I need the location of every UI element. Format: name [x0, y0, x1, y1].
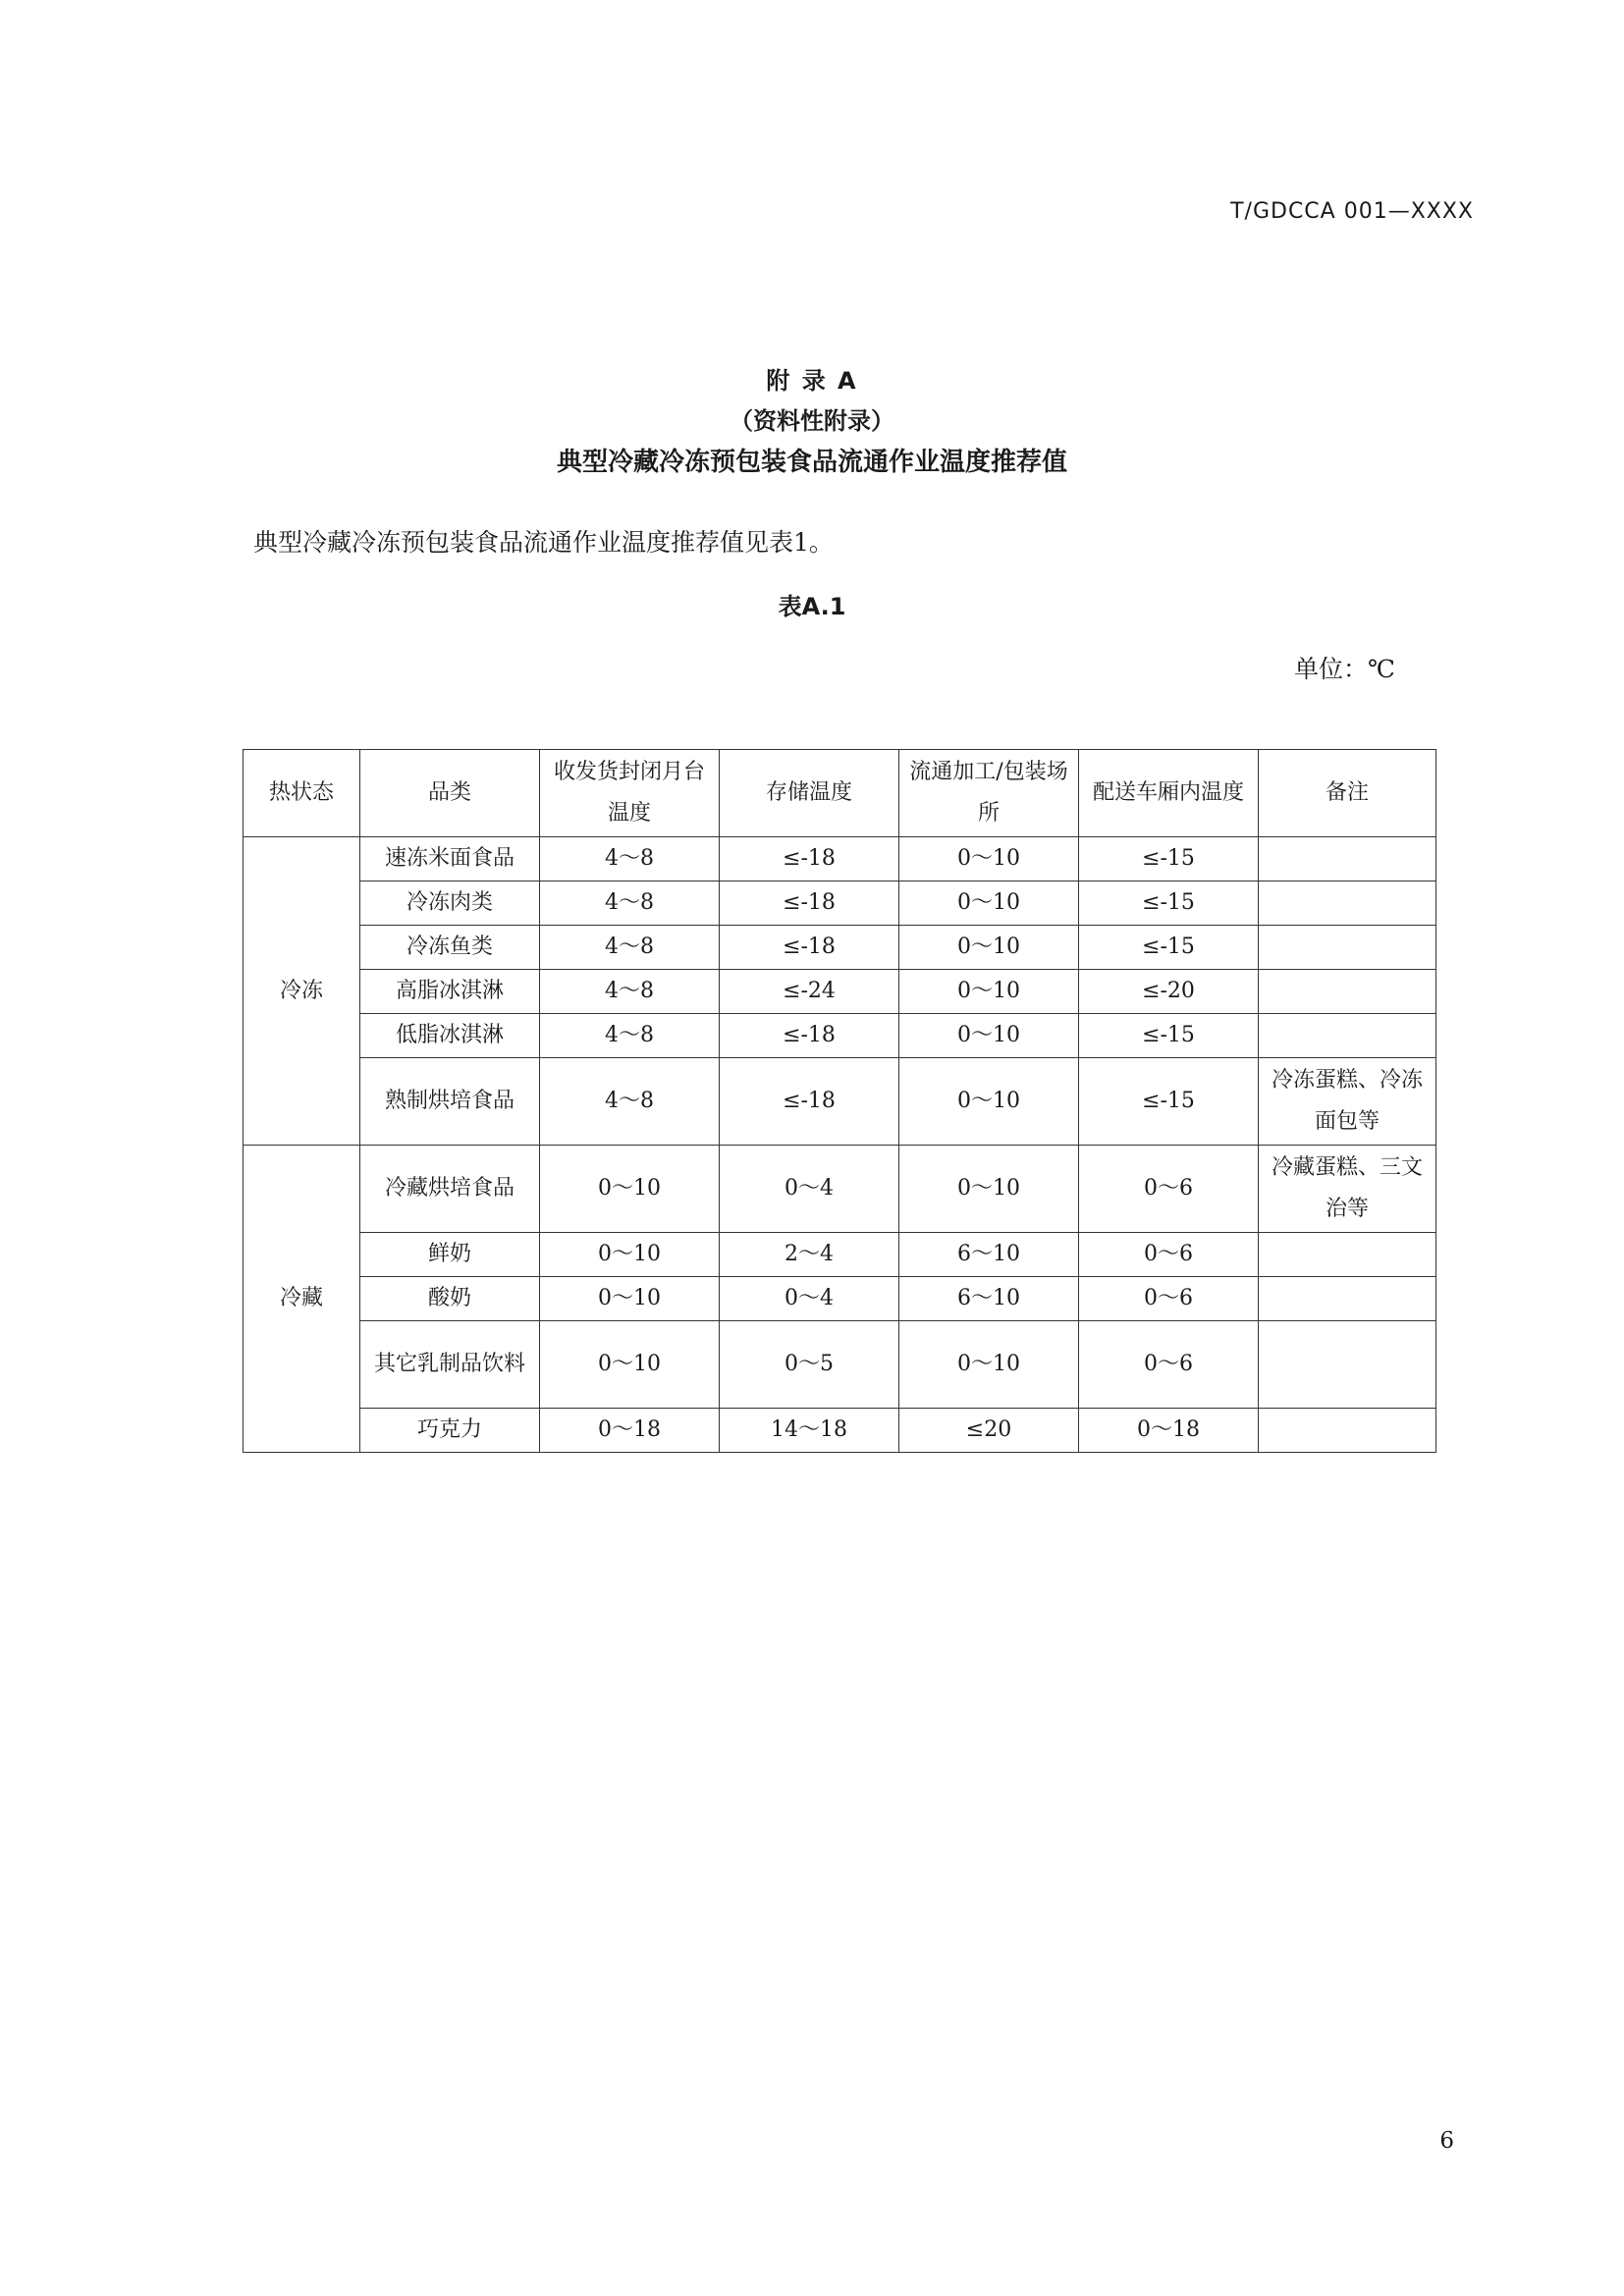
header-cell: 存储温度	[720, 750, 899, 837]
dock-temp-cell: 0～10	[540, 1277, 720, 1321]
table-caption: 表A.1	[778, 593, 846, 620]
delivery-temp-cell: 0～6	[1079, 1233, 1259, 1277]
delivery-temp-cell: 0～6	[1079, 1146, 1259, 1233]
processing-temp-cell: 0～10	[899, 1014, 1079, 1058]
table-row	[244, 1146, 1436, 1233]
delivery-temp-cell: ≤-15	[1079, 881, 1259, 926]
category-cell: 冷冻鱼类	[360, 926, 540, 970]
processing-temp-cell: 0～10	[899, 970, 1079, 1014]
table-row	[244, 970, 1436, 1014]
table-row	[244, 1321, 1436, 1409]
table-row	[244, 1014, 1436, 1058]
document-code: T/GDCCA 001—XXXX	[1230, 199, 1474, 224]
header-cell: 收发货封闭月台温度	[540, 750, 720, 837]
state-cell: 冷冻	[244, 837, 360, 1146]
storage-temp-cell: ≤-18	[720, 926, 899, 970]
table-row	[244, 1233, 1436, 1277]
table-header-row	[244, 750, 1436, 837]
header-cell: 备注	[1259, 750, 1436, 837]
processing-temp-cell: 0～10	[899, 1321, 1079, 1409]
processing-temp-cell: ≤20	[899, 1409, 1079, 1453]
processing-temp-cell: 0～10	[899, 926, 1079, 970]
processing-temp-cell: 6～10	[899, 1233, 1079, 1277]
header-cell: 热状态	[244, 750, 360, 837]
category-cell: 鲜奶	[360, 1233, 540, 1277]
storage-temp-cell: ≤-18	[720, 1014, 899, 1058]
dock-temp-cell: 0～18	[540, 1409, 720, 1453]
note-cell	[1259, 1409, 1436, 1453]
note-cell	[1259, 1014, 1436, 1058]
delivery-temp-cell: ≤-15	[1079, 1014, 1259, 1058]
note-cell	[1259, 926, 1436, 970]
processing-temp-cell: 0～10	[899, 1058, 1079, 1146]
table-row	[244, 1277, 1436, 1321]
delivery-temp-cell: ≤-15	[1079, 926, 1259, 970]
dock-temp-cell: 4～8	[540, 1014, 720, 1058]
category-cell: 冷藏烘培食品	[360, 1146, 540, 1233]
dock-temp-cell: 0～10	[540, 1233, 720, 1277]
dock-temp-cell: 4～8	[540, 881, 720, 926]
table-row	[244, 881, 1436, 926]
note-cell	[1259, 1321, 1436, 1409]
delivery-temp-cell: ≤-15	[1079, 837, 1259, 881]
storage-temp-cell: 2～4	[720, 1233, 899, 1277]
category-cell: 熟制烘培食品	[360, 1058, 540, 1146]
table-row	[244, 926, 1436, 970]
header-cell: 配送车厢内温度	[1079, 750, 1259, 837]
page-number: 6	[1439, 2128, 1454, 2154]
table-row	[244, 837, 1436, 881]
appendix-heading: 典型冷藏冷冻预包装食品流通作业温度推荐值	[556, 448, 1067, 477]
category-cell: 速冻米面食品	[360, 837, 540, 881]
dock-temp-cell: 4～8	[540, 1058, 720, 1146]
dock-temp-cell: 0～10	[540, 1146, 720, 1233]
note-cell	[1259, 1233, 1436, 1277]
delivery-temp-cell: ≤-20	[1079, 970, 1259, 1014]
storage-temp-cell: ≤-18	[720, 881, 899, 926]
storage-temp-cell: 0～5	[720, 1321, 899, 1409]
unit-label: 单位：℃	[1294, 655, 1395, 683]
header-cell: 品类	[360, 750, 540, 837]
processing-temp-cell: 0～10	[899, 881, 1079, 926]
table-row	[244, 1058, 1436, 1146]
note-cell	[1259, 1277, 1436, 1321]
header-cell: 流通加工/包装场所	[899, 750, 1079, 837]
storage-temp-cell: 14～18	[720, 1409, 899, 1453]
delivery-temp-cell: 0～6	[1079, 1277, 1259, 1321]
storage-temp-cell: ≤-18	[720, 1058, 899, 1146]
intro-paragraph: 典型冷藏冷冻预包装食品流通作业温度推荐值见表1。	[253, 528, 834, 557]
category-cell: 冷冻肉类	[360, 881, 540, 926]
processing-temp-cell: 0～10	[899, 837, 1079, 881]
note-cell: 冷藏蛋糕、三文治等	[1259, 1146, 1436, 1233]
appendix-title: 附 录 A	[766, 367, 858, 395]
processing-temp-cell: 0～10	[899, 1146, 1079, 1233]
state-cell: 冷藏	[244, 1146, 360, 1453]
delivery-temp-cell: 0～6	[1079, 1321, 1259, 1409]
table-row	[244, 1409, 1436, 1453]
category-cell: 巧克力	[360, 1409, 540, 1453]
category-cell: 高脂冰淇淋	[360, 970, 540, 1014]
note-cell	[1259, 881, 1436, 926]
delivery-temp-cell: ≤-15	[1079, 1058, 1259, 1146]
storage-temp-cell: 0～4	[720, 1146, 899, 1233]
delivery-temp-cell: 0～18	[1079, 1409, 1259, 1453]
appendix-type: （资料性附录）	[730, 407, 894, 435]
processing-temp-cell: 6～10	[899, 1277, 1079, 1321]
storage-temp-cell: ≤-24	[720, 970, 899, 1014]
category-cell: 低脂冰淇淋	[360, 1014, 540, 1058]
category-cell: 其它乳制品饮料	[360, 1321, 540, 1409]
note-cell	[1259, 970, 1436, 1014]
temperature-table	[243, 749, 1436, 1453]
note-cell	[1259, 837, 1436, 881]
storage-temp-cell: 0～4	[720, 1277, 899, 1321]
note-cell: 冷冻蛋糕、冷冻面包等	[1259, 1058, 1436, 1146]
dock-temp-cell: 4～8	[540, 970, 720, 1014]
dock-temp-cell: 0～10	[540, 1321, 720, 1409]
category-cell: 酸奶	[360, 1277, 540, 1321]
dock-temp-cell: 4～8	[540, 926, 720, 970]
storage-temp-cell: ≤-18	[720, 837, 899, 881]
dock-temp-cell: 4～8	[540, 837, 720, 881]
